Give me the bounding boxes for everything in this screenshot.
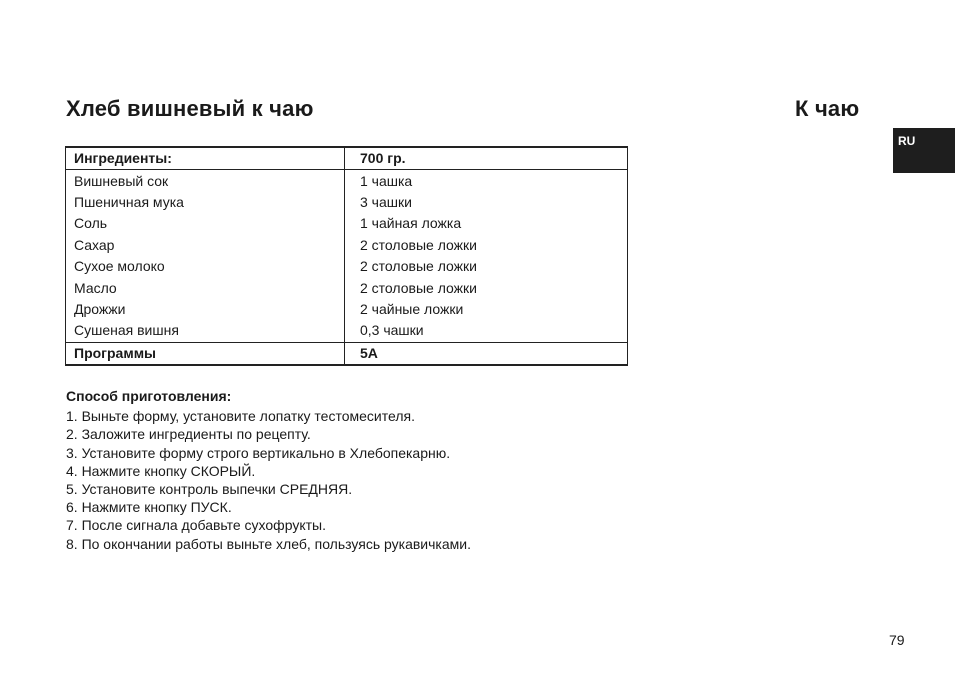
- table-row: [66, 299, 628, 320]
- ingredient-name: Сушеная вишня: [66, 320, 345, 342]
- ingredient-name: Сахар: [66, 235, 345, 256]
- method-steps: [66, 407, 471, 553]
- ingredient-name: Вишневый сок: [66, 170, 345, 192]
- program-value-cell: 5А: [345, 342, 628, 365]
- ingredient-amount: 1 чашка: [345, 170, 628, 192]
- ingredient-amount: 2 столовые ложки: [345, 235, 628, 256]
- ingredients-table: [65, 146, 628, 366]
- table-header-row: [66, 147, 628, 170]
- ingredient-amount: 2 столовые ложки: [345, 256, 628, 277]
- table-row: [66, 277, 628, 298]
- ingredient-name: Масло: [66, 277, 345, 298]
- program-label-cell: Программы: [66, 342, 345, 365]
- method-step: 5. Установите контроль выпечки СРЕДНЯЯ.: [66, 481, 353, 498]
- ingredient-name: Сухое молоко: [66, 256, 345, 277]
- table-row: [66, 192, 628, 213]
- ingredient-name: Пшеничная мука: [66, 192, 345, 213]
- table-row: [66, 235, 628, 256]
- ingredient-name: Соль: [66, 213, 345, 234]
- method-step: 4. Нажмите кнопку СКОРЫЙ.: [66, 462, 256, 479]
- ingredient-amount: 0,3 чашки: [345, 320, 628, 342]
- ingredient-amount: 1 чайная ложка: [345, 213, 628, 234]
- ingredient-amount: 2 чайные ложки: [345, 299, 628, 320]
- table-row: [66, 170, 628, 192]
- method-title: Способ приготовления:: [66, 388, 232, 404]
- method-step: 6. Нажмите кнопку ПУСК.: [66, 499, 232, 516]
- program-row: [66, 342, 628, 365]
- page-title: Хлеб вишневый к чаю: [66, 96, 314, 121]
- category-title: К чаю: [795, 96, 860, 121]
- language-tab: [893, 128, 955, 173]
- ingredient-amount: 2 столовые ложки: [345, 277, 628, 298]
- table-row: [66, 213, 628, 234]
- header-ingredients-cell: Ингредиенты:: [66, 147, 345, 170]
- method-step: 1. Выньте форму, установите лопатку тестомесителя.: [66, 408, 415, 425]
- page-number: 79: [889, 632, 905, 648]
- method-step: 7. После сигнала добавьте сухофрукты.: [66, 517, 326, 534]
- method-step: 2. Заложите ингредиенты по рецепту.: [66, 426, 311, 443]
- method-step: 8. По окончании работы выньте хлеб, пользуясь рукавичками.: [66, 535, 471, 552]
- method-section: [66, 387, 471, 553]
- ingredient-name: Дрожжи: [66, 299, 345, 320]
- table-row: [66, 256, 628, 277]
- header-weight-cell: 700 гр.: [345, 147, 628, 170]
- table-row: [66, 320, 628, 342]
- method-step: 3. Установите форму строго вертикально в Хлебопекарню.: [66, 444, 451, 461]
- language-tab-label: RU: [898, 134, 916, 148]
- ingredient-amount: 3 чашки: [345, 192, 628, 213]
